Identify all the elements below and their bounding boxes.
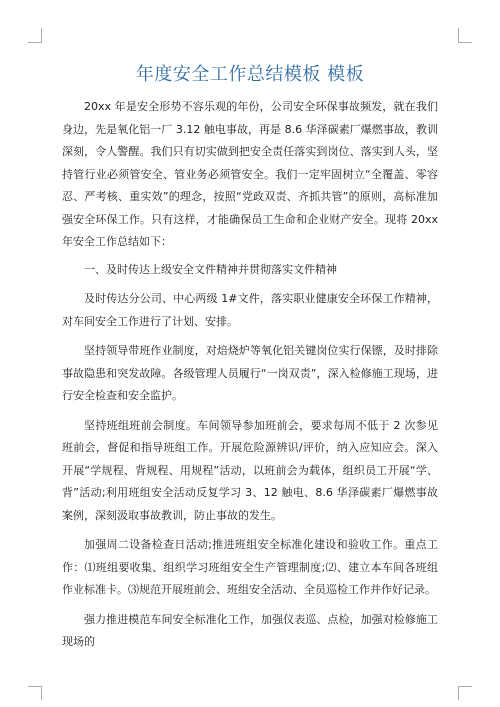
paragraph: 坚持班组班前会制度。车间领导参加班前会，要求每周不低于 2 次参见班前会，督促和指导班组工作。开展危险源辨识/评价，纳入应知应会。深入开展“学规程、背规程、用规程”活动，以班前会为载体，组织员工开展“学、背”活动;利用班组安全活动反复学习 3、12 触电、8.6 华泽碳素厂爆燃事故案例，深刻汲取事故教训，防止事故的发生。 — [62, 418, 438, 522]
paragraph: 坚持领导带班作业制度，对焙烧炉等氧化铝关键岗位实行保镖，及时排除事故隐患和突发故障。各级管理人员履行“一岗双责”，深入检修施工现场，进行安全检查和安全监护。 — [62, 344, 438, 402]
paragraph-intro: 20xx 年是安全形势不容乐观的年份，公司安全环保事故频发，就在我们身边，先是氧化铝一厂 3.12 触电事故，再是 8.6 华泽碳素厂爆燃事故，教训深刻，令人警醒。我们只有切实做到把安全责任落实到岗位、落实到人头，坚持管行业必须管安全、管业务必须管安全。我们一定牢固树立“全覆盖、零容忍、严考核、重实效”的理念，按照“党政双责、齐抓共管”的原则，高标准加强安全环保工作。只有这样，才能确保员工生命和企业财产安全。现将 20xx 年安全工作总结如下： — [62, 100, 438, 248]
paragraph: 加强周二设备检查日活动;推进班组安全标准化建设和验收工作。重点工作：⑴班组要收集、组织学习班组安全生产管理制度;⑵、建立本车间各班组作业标准卡。⑶规范开展班前会、班组安全活动、全员巡检工作并作好记录。 — [62, 538, 438, 596]
document-title: 年度安全工作总结模板 模板 — [135, 64, 365, 85]
section-heading-1: 一、及时传达上级安全文件精神并贯彻落实文件精神 — [84, 262, 337, 276]
paragraph: 强力推进模范车间安全标准化工作，加强仪表巡、点检，加强对检修施工现场的 — [62, 612, 438, 648]
paragraph: 及时传达分公司、中心两级 1#文件，落实职业健康安全环保工作精神，对车间安全工作进行了计划、安排。 — [62, 292, 438, 328]
document-body — [62, 96, 438, 661]
